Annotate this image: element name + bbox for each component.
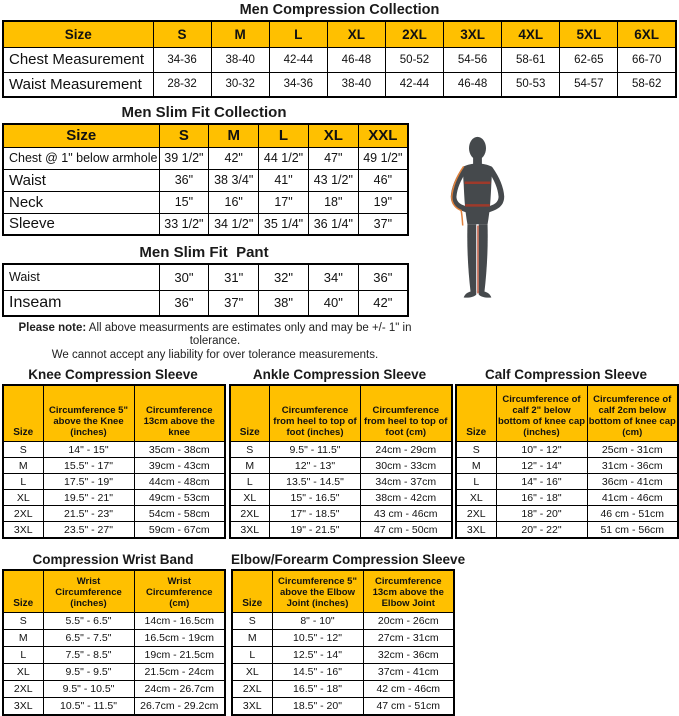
- table-row: [3, 47, 676, 72]
- table-cell: 42": [358, 290, 408, 316]
- table-row: [232, 647, 454, 664]
- table-cell: 9.5" - 9.5": [43, 664, 134, 681]
- column-header: XXL: [358, 124, 408, 147]
- column-header: Size: [232, 570, 272, 613]
- table-cell: 31": [209, 264, 259, 290]
- wrist-band-body: [3, 613, 225, 715]
- table-cell: 10.5" - 12": [272, 630, 363, 647]
- table-row: [3, 264, 408, 290]
- ankle-sleeve-header: [230, 385, 452, 442]
- table-cell: 2XL: [456, 506, 496, 522]
- table-cell: Sleeve: [3, 213, 159, 235]
- slim-fit-pant-body: [3, 264, 408, 316]
- table-cell: 14" - 15": [43, 442, 134, 458]
- table-row: [456, 474, 678, 490]
- elbow-sleeve-body: [232, 613, 454, 715]
- tolerance-note: [0, 322, 430, 362]
- table-row: [3, 191, 408, 213]
- elbow-sleeve-header: [232, 570, 454, 613]
- figure-neck: [473, 156, 482, 164]
- wrist-band-title: Compression Wrist Band: [32, 551, 194, 567]
- table-cell: 36 1/4": [308, 213, 358, 235]
- table-cell: 43 cm - 46cm: [361, 506, 452, 522]
- ankle-sleeve-table: [229, 384, 453, 539]
- table-cell: 19": [358, 191, 408, 213]
- table-cell: 2XL: [3, 681, 43, 698]
- table-cell: Neck: [3, 191, 159, 213]
- table-cell: 37": [209, 290, 259, 316]
- column-header: 4XL: [502, 21, 560, 47]
- table-cell: 30cm - 33cm: [361, 458, 452, 474]
- table-cell: 35 1/4": [259, 213, 309, 235]
- table-cell: 12" - 13": [270, 458, 361, 474]
- table-cell: 21.5" - 23": [43, 506, 134, 522]
- table-cell: XL: [3, 664, 43, 681]
- column-header: M: [209, 124, 259, 147]
- table-row: [3, 647, 225, 664]
- table-cell: 30": [159, 264, 209, 290]
- table-cell: 35cm - 38cm: [134, 442, 225, 458]
- table-cell: 33 1/2": [159, 213, 209, 235]
- calf-sleeve-table: [455, 384, 679, 539]
- tolerance-note-label: Please note:: [18, 322, 87, 334]
- table-cell: 50-53: [502, 72, 560, 97]
- elbow-sleeve-table: [231, 569, 455, 716]
- column-header: XL: [327, 21, 385, 47]
- slim-fit-pant-table: [2, 263, 409, 317]
- table-cell: S: [232, 613, 272, 630]
- figure-head: [469, 137, 486, 160]
- wrist-elbow-tables-row: [0, 552, 679, 716]
- table-cell: 46-48: [444, 72, 502, 97]
- table-row: [3, 681, 225, 698]
- table-cell: 54cm - 58cm: [134, 506, 225, 522]
- slim-fit-pant-title: Men Slim Fit Pant: [139, 244, 269, 261]
- table-cell: 23.5" - 27": [43, 522, 134, 538]
- elbow-sleeve-title: Elbow/Forearm Compression Sleeve: [231, 551, 466, 567]
- table-cell: 3XL: [456, 522, 496, 538]
- table-cell: 19.5" - 21": [43, 490, 134, 506]
- table-cell: XL: [230, 490, 270, 506]
- table-cell: 8" - 10": [272, 613, 363, 630]
- table-cell: 7.5" - 8.5": [43, 647, 134, 664]
- column-header: Circumference 13cm above the Elbow Joint: [363, 570, 454, 613]
- table-row: [456, 442, 678, 458]
- knee-sleeve-header: [3, 385, 225, 442]
- table-cell: 47 cm - 51cm: [363, 698, 454, 715]
- table-cell: 32cm - 36cm: [363, 647, 454, 664]
- table-cell: 16.5cm - 19cm: [134, 630, 225, 647]
- table-cell: 36cm - 41cm: [587, 474, 678, 490]
- calf-sleeve-header: [456, 385, 678, 442]
- table-cell: M: [3, 630, 43, 647]
- table-row: [232, 613, 454, 630]
- wrist-band-table: [2, 569, 226, 716]
- figure-right-foot: [479, 292, 492, 298]
- table-cell: 18": [308, 191, 358, 213]
- column-header: Circumference from heel to top of foot (inches): [270, 385, 361, 442]
- table-cell: 41cm - 46cm: [587, 490, 678, 506]
- table-cell: 34cm - 37cm: [361, 474, 452, 490]
- table-row: [3, 169, 408, 191]
- column-header: Size: [3, 21, 153, 47]
- table-cell: Waist Measurement: [3, 72, 153, 97]
- table-row: [3, 213, 408, 235]
- table-row: [230, 442, 452, 458]
- column-header: S: [153, 21, 211, 47]
- slim-fit-table: [2, 123, 409, 236]
- table-cell: 12.5" - 14": [272, 647, 363, 664]
- table-cell: 3XL: [230, 522, 270, 538]
- table-cell: 37cm - 41cm: [363, 664, 454, 681]
- table-cell: 34-36: [269, 72, 327, 97]
- column-header: Size: [3, 124, 159, 147]
- knee-sleeve-title: Knee Compression Sleeve: [28, 366, 198, 382]
- table-cell: L: [3, 474, 43, 490]
- table-cell: 37": [358, 213, 408, 235]
- table-cell: 15.5" - 17": [43, 458, 134, 474]
- table-cell: 25cm - 31cm: [587, 442, 678, 458]
- table-cell: 18.5" - 20": [272, 698, 363, 715]
- header-row: [3, 21, 676, 47]
- table-cell: 34-36: [153, 47, 211, 72]
- table-cell: M: [230, 458, 270, 474]
- table-cell: 32": [259, 264, 309, 290]
- header-row: [3, 570, 225, 613]
- table-cell: 42 cm - 46cm: [363, 681, 454, 698]
- table-cell: S: [230, 442, 270, 458]
- table-cell: 38-40: [327, 72, 385, 97]
- column-header: L: [269, 21, 327, 47]
- column-header: Size: [3, 570, 43, 613]
- tolerance-note-line2: We cannot accept any liability for over tolerance measurements.: [51, 348, 379, 361]
- header-row: [3, 385, 225, 442]
- table-cell: XL: [3, 490, 43, 506]
- table-cell: 28-32: [153, 72, 211, 97]
- table-cell: 36": [358, 264, 408, 290]
- table-cell: 3XL: [3, 522, 43, 538]
- table-row: [3, 630, 225, 647]
- men-compression-table: [2, 20, 677, 98]
- column-header: Wrist Circumference (cm): [134, 570, 225, 613]
- table-cell: 3XL: [3, 698, 43, 715]
- ankle-sleeve-section: [229, 367, 451, 539]
- table-cell: 2XL: [232, 681, 272, 698]
- column-header: L: [259, 124, 309, 147]
- table-cell: L: [232, 647, 272, 664]
- table-row: [230, 458, 452, 474]
- table-cell: 46 cm - 51cm: [587, 506, 678, 522]
- table-cell: 19cm - 21.5cm: [134, 647, 225, 664]
- table-cell: Waist: [3, 264, 159, 290]
- table-cell: 49 1/2": [358, 147, 408, 169]
- table-cell: 47 cm - 50cm: [361, 522, 452, 538]
- column-header: XL: [308, 124, 358, 147]
- table-row: [232, 698, 454, 715]
- table-row: [3, 613, 225, 630]
- table-row: [3, 290, 408, 316]
- table-row: [3, 506, 225, 522]
- header-row: [456, 385, 678, 442]
- table-cell: 6.5" - 7.5": [43, 630, 134, 647]
- column-header: Size: [230, 385, 270, 442]
- table-cell: 42": [209, 147, 259, 169]
- table-row: [230, 522, 452, 538]
- knee-sleeve-table: [2, 384, 226, 539]
- table-cell: 34 1/2": [209, 213, 259, 235]
- table-cell: 20cm - 26cm: [363, 613, 454, 630]
- calf-sleeve-body: [456, 442, 678, 538]
- table-row: [456, 506, 678, 522]
- column-header: Size: [3, 385, 43, 442]
- table-cell: 58-62: [618, 72, 676, 97]
- table-cell: 21.5cm - 24cm: [134, 664, 225, 681]
- wrist-band-header: [3, 570, 225, 613]
- table-cell: 41": [259, 169, 309, 191]
- men-compression-header: [3, 21, 676, 47]
- table-cell: 2XL: [3, 506, 43, 522]
- table-cell: 38 3/4": [209, 169, 259, 191]
- table-cell: 20" - 22": [496, 522, 587, 538]
- calf-sleeve-title: Calf Compression Sleeve: [484, 366, 648, 382]
- table-cell: 66-70: [618, 47, 676, 72]
- table-row: [3, 474, 225, 490]
- table-cell: 26.7cm - 29.2cm: [134, 698, 225, 715]
- table-cell: 44 1/2": [259, 147, 309, 169]
- table-cell: 42-44: [385, 72, 443, 97]
- table-cell: M: [456, 458, 496, 474]
- table-cell: 34": [308, 264, 358, 290]
- table-cell: 51 cm - 56cm: [587, 522, 678, 538]
- figure-left-leg: [467, 224, 476, 292]
- table-row: [456, 458, 678, 474]
- table-cell: S: [3, 442, 43, 458]
- table-cell: 59cm - 67cm: [134, 522, 225, 538]
- table-cell: 16" - 18": [496, 490, 587, 506]
- slim-fit-section: [0, 104, 420, 362]
- table-cell: 15" - 16.5": [270, 490, 361, 506]
- column-header: S: [159, 124, 209, 147]
- column-header: Circumference 5" above the Elbow Joint (inches): [272, 570, 363, 613]
- table-row: [3, 490, 225, 506]
- table-cell: 49cm - 53cm: [134, 490, 225, 506]
- table-cell: XL: [456, 490, 496, 506]
- table-row: [3, 522, 225, 538]
- sleeve-tables-row: [0, 367, 679, 539]
- table-cell: M: [3, 458, 43, 474]
- header-row: [232, 570, 454, 613]
- table-cell: L: [456, 474, 496, 490]
- header-row: [230, 385, 452, 442]
- header-row: [3, 124, 408, 147]
- table-row: [3, 147, 408, 169]
- table-cell: 2XL: [230, 506, 270, 522]
- table-row: [232, 664, 454, 681]
- table-cell: 38": [259, 290, 309, 316]
- column-header: Wrist Circumference (inches): [43, 570, 134, 613]
- table-cell: L: [3, 647, 43, 664]
- ankle-sleeve-body: [230, 442, 452, 538]
- slim-fit-header: [3, 124, 408, 147]
- table-cell: 31cm - 36cm: [587, 458, 678, 474]
- table-cell: 15": [159, 191, 209, 213]
- table-cell: Inseam: [3, 290, 159, 316]
- table-cell: 46-48: [327, 47, 385, 72]
- table-cell: 27cm - 31cm: [363, 630, 454, 647]
- table-cell: 9.5" - 10.5": [43, 681, 134, 698]
- men-compression-body: [3, 47, 676, 97]
- figure-left-foot: [464, 292, 477, 298]
- table-cell: 30-32: [211, 72, 269, 97]
- table-cell: 19" - 21.5": [270, 522, 361, 538]
- table-cell: 62-65: [560, 47, 618, 72]
- table-cell: 13.5" - 14.5": [270, 474, 361, 490]
- column-header: 6XL: [618, 21, 676, 47]
- table-cell: XL: [232, 664, 272, 681]
- table-cell: 54-57: [560, 72, 618, 97]
- table-cell: L: [230, 474, 270, 490]
- column-header: Size: [456, 385, 496, 442]
- tolerance-note-line1: Please note: All above measurments are estimates only and may be +/- 1" in tolerance.: [18, 322, 412, 348]
- table-cell: 17" - 18.5": [270, 506, 361, 522]
- men-compression-title: Men Compression Collection: [239, 2, 440, 18]
- table-cell: Waist: [3, 169, 159, 191]
- ankle-sleeve-title: Ankle Compression Sleeve: [252, 366, 427, 382]
- table-cell: 5.5" - 6.5": [43, 613, 134, 630]
- chest-measure-line: [465, 182, 491, 185]
- table-cell: 24cm - 26.7cm: [134, 681, 225, 698]
- table-cell: 17": [259, 191, 309, 213]
- table-row: [3, 458, 225, 474]
- column-header: M: [211, 21, 269, 47]
- column-header: Circumference 5" above the Knee (inches): [43, 385, 134, 442]
- table-row: [3, 442, 225, 458]
- table-row: [456, 522, 678, 538]
- table-cell: S: [456, 442, 496, 458]
- table-cell: 14" - 16": [496, 474, 587, 490]
- column-header: 2XL: [385, 21, 443, 47]
- table-cell: 40": [308, 290, 358, 316]
- knee-sleeve-section: [2, 367, 224, 539]
- table-cell: 9.5" - 11.5": [270, 442, 361, 458]
- table-cell: 54-56: [444, 47, 502, 72]
- table-cell: Chest @ 1" below armhole: [3, 147, 159, 169]
- table-cell: 12" - 14": [496, 458, 587, 474]
- table-row: [232, 681, 454, 698]
- column-header: Circumference 13cm above the knee: [134, 385, 225, 442]
- table-cell: 14cm - 16.5cm: [134, 613, 225, 630]
- table-cell: Chest Measurement: [3, 47, 153, 72]
- slim-fit-body: [3, 147, 408, 235]
- table-cell: 10" - 12": [496, 442, 587, 458]
- column-header: Circumference from heel to top of foot (cm): [361, 385, 452, 442]
- slim-fit-title: Men Slim Fit Collection: [121, 104, 287, 121]
- table-row: [3, 72, 676, 97]
- table-cell: 18" - 20": [496, 506, 587, 522]
- table-cell: 36": [159, 290, 209, 316]
- table-row: [3, 698, 225, 715]
- table-row: [456, 490, 678, 506]
- column-header: 5XL: [560, 21, 618, 47]
- table-cell: 39 1/2": [159, 147, 209, 169]
- column-header: 3XL: [444, 21, 502, 47]
- table-row: [230, 474, 452, 490]
- table-cell: 16": [209, 191, 259, 213]
- calf-sleeve-section: [455, 367, 677, 539]
- table-cell: 38-40: [211, 47, 269, 72]
- table-cell: 3XL: [232, 698, 272, 715]
- table-cell: 17.5" - 19": [43, 474, 134, 490]
- figure-right-leg: [479, 224, 488, 292]
- table-cell: M: [232, 630, 272, 647]
- table-cell: 42-44: [269, 47, 327, 72]
- table-cell: 10.5" - 11.5": [43, 698, 134, 715]
- table-cell: 46": [358, 169, 408, 191]
- column-header: Circumference of calf 2cm below bottom of knee cap (cm): [587, 385, 678, 442]
- male-silhouette: [446, 135, 509, 311]
- knee-sleeve-body: [3, 442, 225, 538]
- column-header: Circumference of calf 2" below bottom of knee cap (inches): [496, 385, 587, 442]
- table-cell: 38cm - 42cm: [361, 490, 452, 506]
- table-cell: 14.5" - 16": [272, 664, 363, 681]
- waist-measure-line: [465, 204, 490, 207]
- table-cell: 58-61: [502, 47, 560, 72]
- elbow-sleeve-section: [231, 551, 466, 716]
- table-cell: 36": [159, 169, 209, 191]
- table-cell: 50-52: [385, 47, 443, 72]
- wrist-band-section: [2, 552, 224, 716]
- table-cell: S: [3, 613, 43, 630]
- table-cell: 47": [308, 147, 358, 169]
- table-cell: 44cm - 48cm: [134, 474, 225, 490]
- table-cell: 43 1/2": [308, 169, 358, 191]
- table-row: [230, 490, 452, 506]
- table-row: [230, 506, 452, 522]
- table-cell: 24cm - 29cm: [361, 442, 452, 458]
- table-cell: 16.5" - 18": [272, 681, 363, 698]
- table-cell: 39cm - 43cm: [134, 458, 225, 474]
- table-row: [232, 630, 454, 647]
- table-row: [3, 664, 225, 681]
- figure-torso: [463, 164, 491, 225]
